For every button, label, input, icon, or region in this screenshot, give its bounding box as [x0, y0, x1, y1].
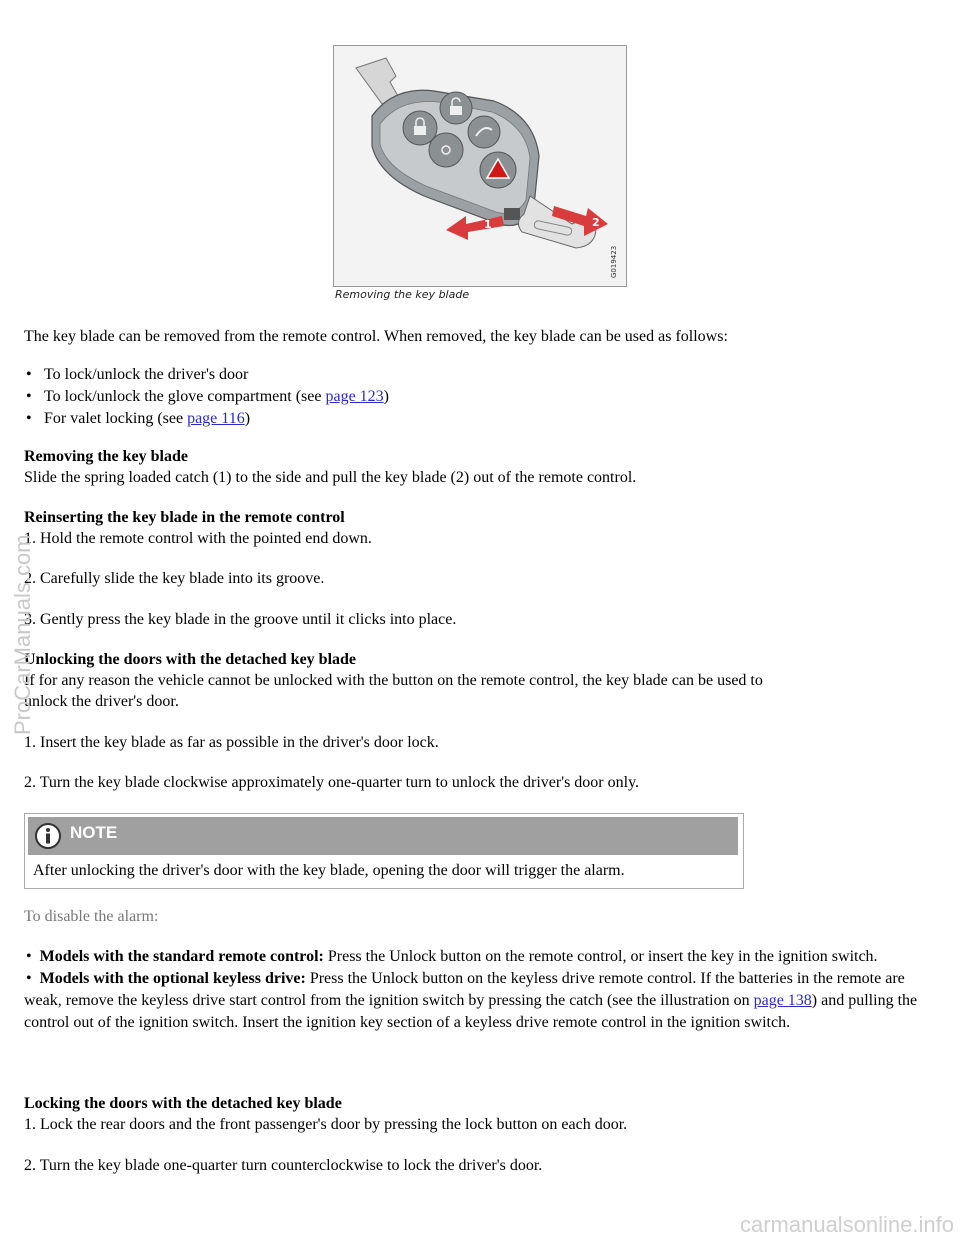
list-item: • To lock/unlock the driver's door — [24, 364, 389, 386]
note-header — [28, 817, 738, 855]
page-123-link[interactable]: page 123 — [325, 388, 384, 405]
unlock-step-1: 1. Insert the key blade as far as possible in the driver's door lock. — [24, 734, 439, 751]
footer-watermark: carmanualsonline.info — [739, 1212, 954, 1237]
disable-alarm-intro: To disable the alarm: — [24, 908, 159, 925]
reinsert-step-2: 2. Carefully slide the key blade into its groove. — [24, 570, 325, 587]
unlocking-line-2: unlock the driver's door. — [24, 693, 179, 710]
info-icon — [34, 822, 62, 850]
lock-step-2: 2. Turn the key blade one-quarter turn counterclockwise to lock the driver's door. — [24, 1157, 543, 1174]
callout-2: 2 — [592, 216, 600, 229]
reinsert-step-1: 1. Hold the remote control with the pointed end down. — [24, 530, 372, 547]
disable-alarm-list — [24, 946, 939, 1034]
list-item: • Models with the optional keyless drive: Press the Unlock button on the keyless drive remote control. If the batteries in the remote are weak, remove the keyless drive start control from the ignition switch by pressing the catch (see the illustration on page 138) and pulling the control out of the ignition switch. Insert the ignition key section of a keyless drive remote control in the ignition switch. — [24, 970, 918, 1031]
remote-key-drawing — [334, 46, 626, 286]
note-title: NOTE — [70, 823, 118, 842]
list-item: • Models with the standard remote control: Press the Unlock button on the remote control, or insert the key in the ignition switch. — [26, 948, 878, 965]
reinserting-heading: Reinserting the key blade in the remote control — [24, 509, 345, 526]
locking-heading: Locking the doors with the detached key blade — [24, 1095, 342, 1112]
figure-caption: Removing the key blade — [335, 288, 470, 301]
svg-text:ProCarManuals.com: ProCarManuals.com — [10, 534, 35, 735]
key-blade-illustration — [333, 45, 627, 287]
note-body: After unlocking the driver's door with the key blade, opening the door will trigger the alarm. — [33, 862, 625, 879]
page-138-link[interactable]: page 138 — [753, 992, 812, 1009]
figure-code: G019423 — [610, 245, 618, 278]
unlock-step-2: 2. Turn the key blade clockwise approximately one-quarter turn to unlock the driver's door only. — [24, 774, 640, 791]
list-item: • To lock/unlock the glove compartment (see page 123) — [24, 386, 389, 408]
intro-paragraph: The key blade can be removed from the remote control. When removed, the key blade can be used as follows: — [24, 328, 728, 345]
list-item: • For valet locking (see page 116) — [24, 408, 389, 430]
unlocking-line-1: If for any reason the vehicle cannot be unlocked with the button on the remote control, the key blade can be used to — [24, 672, 763, 689]
page-116-link[interactable]: page 116 — [187, 410, 245, 427]
key-blade-figure — [333, 45, 627, 303]
unlocking-heading: Unlocking the doors with the detached key blade — [24, 651, 357, 668]
removing-heading: Removing the key blade — [24, 448, 188, 465]
callout-1: 1 — [484, 218, 492, 231]
note-box — [24, 813, 744, 889]
lock-step-1: 1. Lock the rear doors and the front passenger's door by pressing the lock button on each door. — [24, 1116, 628, 1133]
reinsert-step-3: 3. Gently press the key blade in the groove until it clicks into place. — [24, 611, 457, 628]
key-blade-uses-list — [24, 364, 389, 430]
removing-text: Slide the spring loaded catch (1) to the side and pull the key blade (2) out of the remote control. — [24, 469, 637, 486]
side-watermark — [8, 520, 38, 740]
